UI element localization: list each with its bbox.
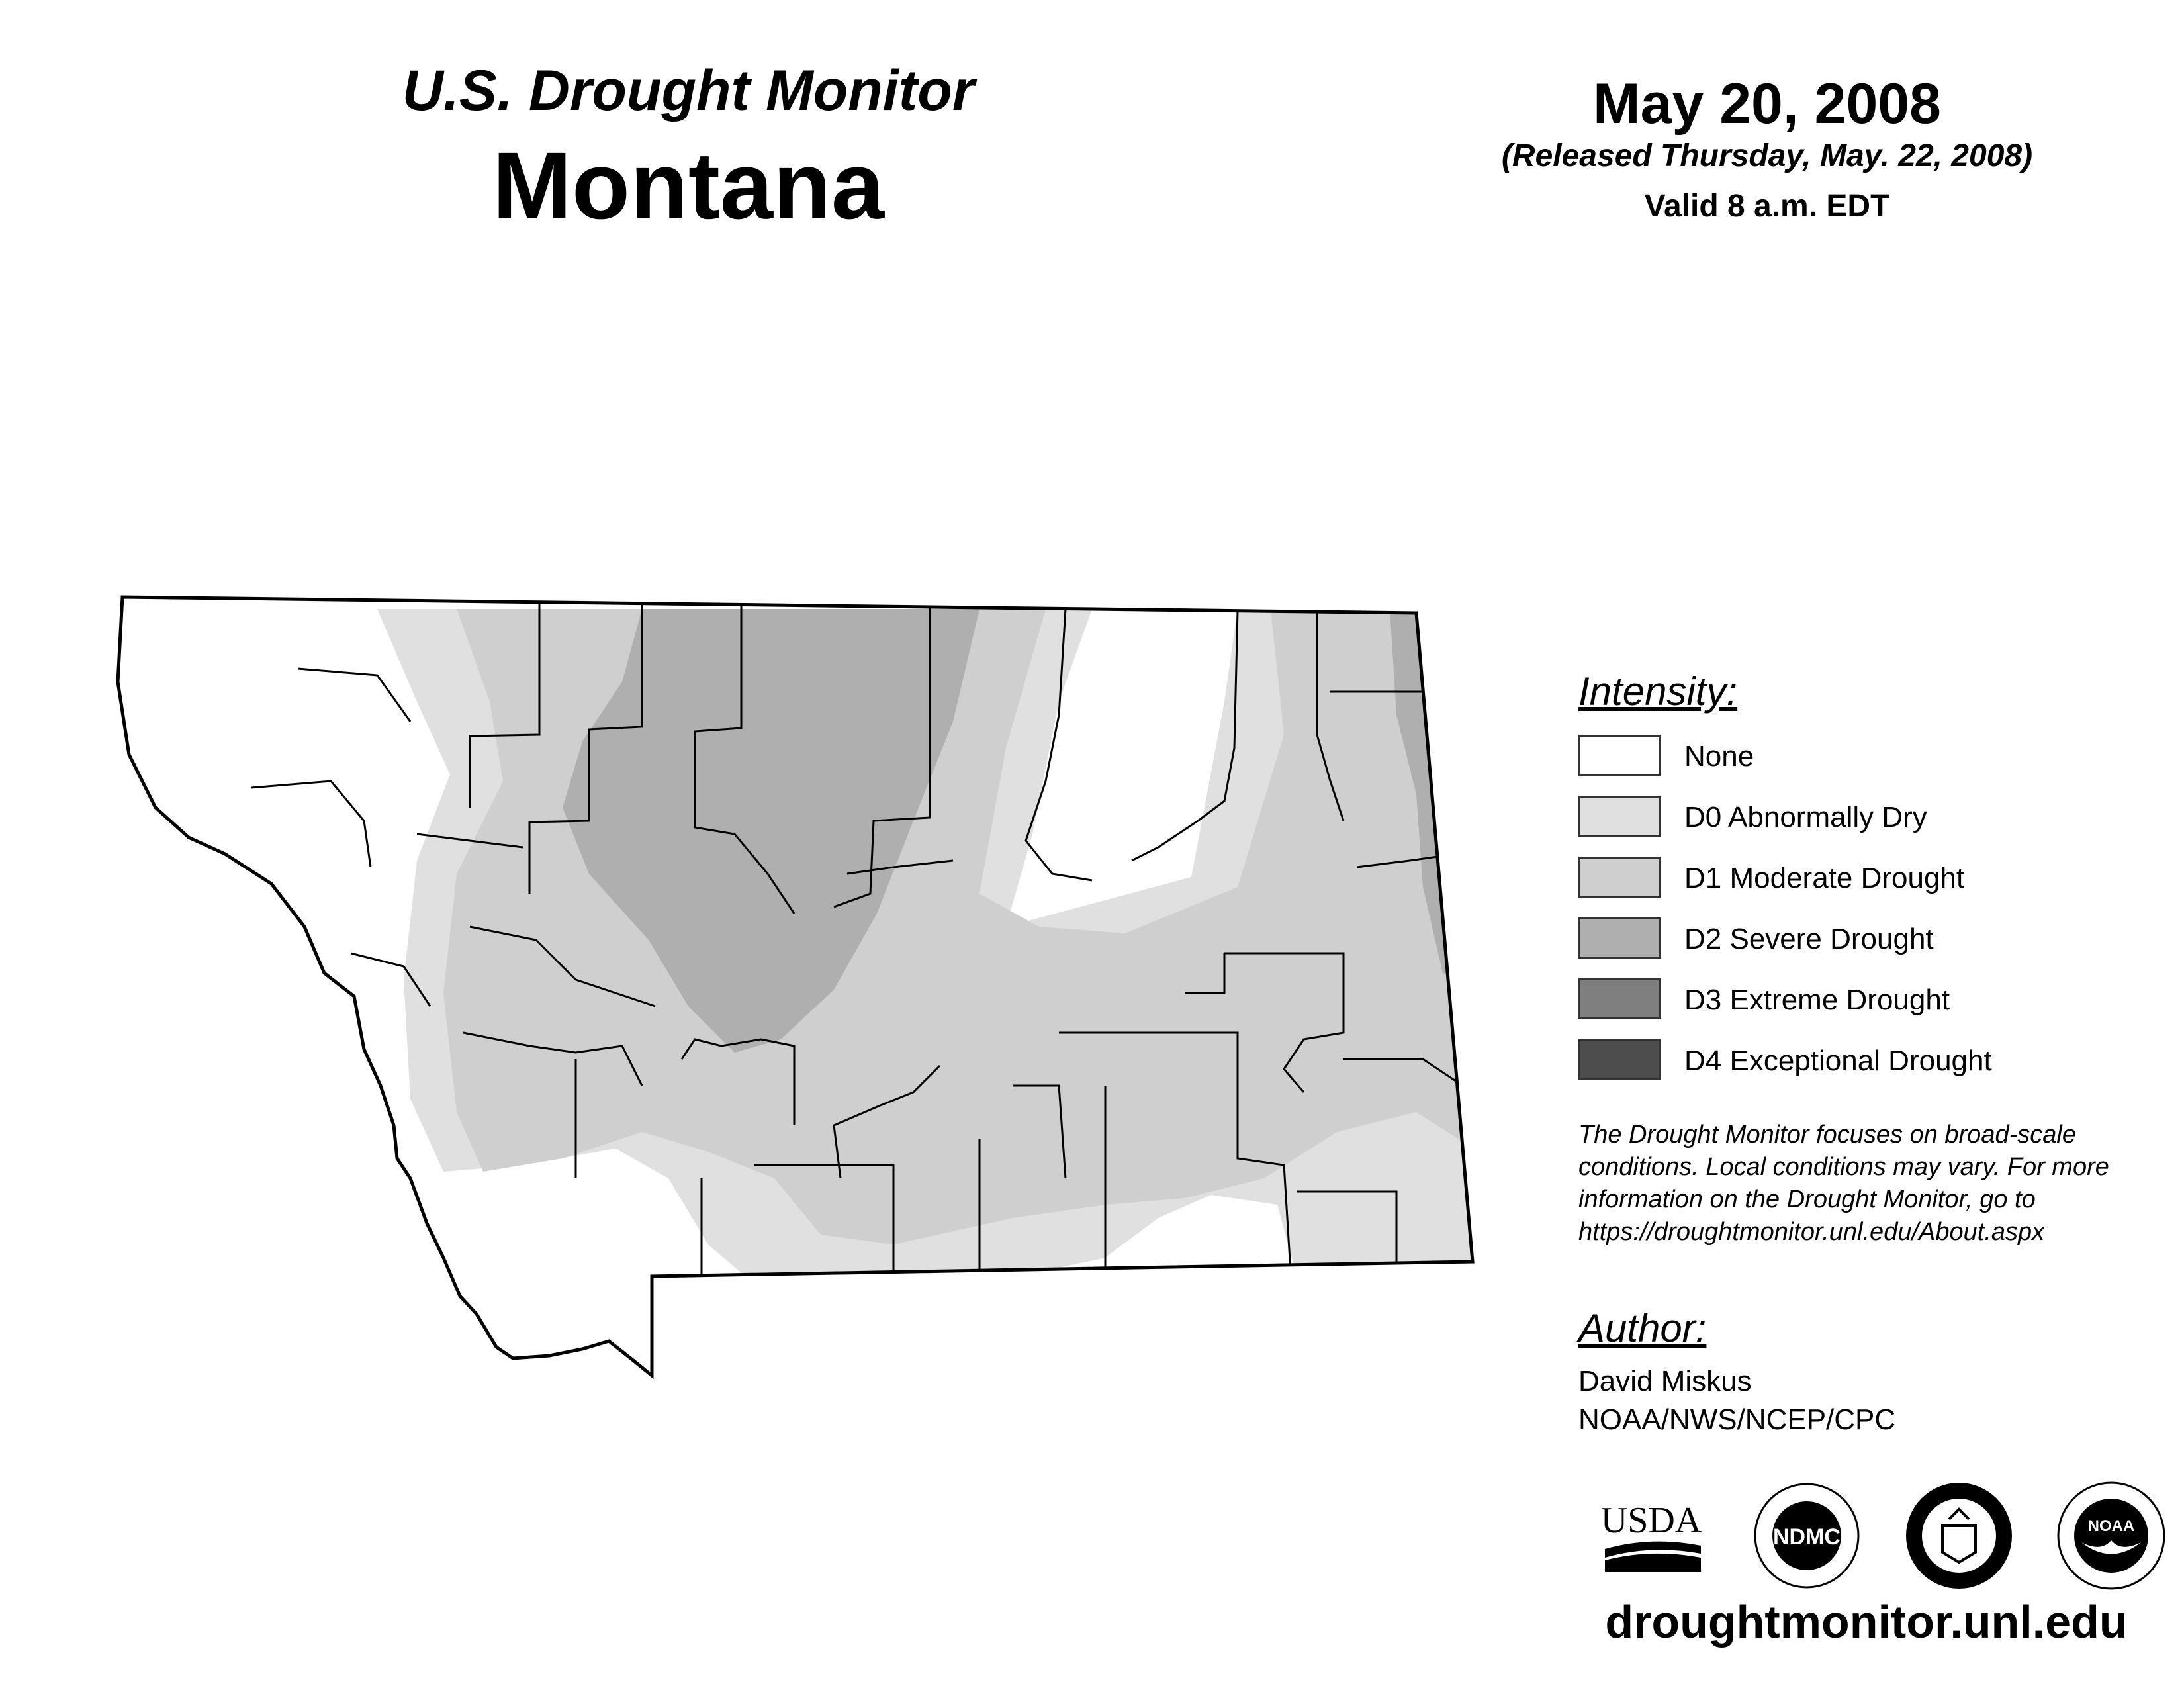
legend-swatch-d4 xyxy=(1578,1039,1661,1080)
legend-label-none: None xyxy=(1684,740,1754,773)
author-heading: Author: xyxy=(1578,1306,1707,1350)
map-title: Montana xyxy=(492,132,884,239)
montana-drought-map xyxy=(99,583,1489,1397)
ndmc-logo-text: NDMC xyxy=(1773,1524,1841,1550)
legend-item-d1 xyxy=(1578,857,2081,900)
legend-swatch-d2 xyxy=(1578,917,1661,959)
legend-label-d3: D3 Extreme Drought xyxy=(1684,984,1950,1016)
release-date: (Released Thursday, May. 22, 2008) xyxy=(1501,138,2033,173)
usda-logo-text: USDA xyxy=(1600,1500,1702,1541)
legend-item-d2 xyxy=(1578,917,2081,961)
usda-logo xyxy=(1595,1479,1707,1592)
legend-label-d4: D4 Exceptional Drought xyxy=(1684,1045,1992,1077)
legend-swatch-d3 xyxy=(1578,978,1661,1019)
map-subtitle: U.S. Drought Monitor xyxy=(402,59,975,122)
legend-item-d4 xyxy=(1578,1039,2081,1083)
disclaimer-note: The Drought Monitor focuses on broad-scale conditions. Local conditions may vary. For more information on the Drought Monitor, go to https://droughtmonitor.unl.edu/About.aspx xyxy=(1578,1121,2109,1246)
legend-label-d2: D2 Severe Drought xyxy=(1684,923,1934,955)
author-name: David Miskus xyxy=(1578,1365,1752,1397)
author-org: NOAA/NWS/NCEP/CPC xyxy=(1578,1403,1896,1436)
legend-title: Intensity: xyxy=(1578,669,1738,714)
legend-item-d0 xyxy=(1578,796,2081,839)
map-date: May 20, 2008 xyxy=(1593,72,1941,136)
legend-item-none xyxy=(1578,735,2081,778)
legend-swatch-d0 xyxy=(1578,796,1661,837)
legend-label-d1: D1 Moderate Drought xyxy=(1684,862,1965,894)
noaa-logo xyxy=(2055,1479,2167,1592)
commerce-seal-logo xyxy=(1903,1479,2015,1592)
ndmc-logo xyxy=(1751,1479,1863,1592)
legend-swatch-none xyxy=(1578,735,1661,776)
legend-item-d3 xyxy=(1578,978,2081,1022)
noaa-logo-text: NOAA xyxy=(2087,1517,2135,1535)
legend-swatch-d1 xyxy=(1578,857,1661,898)
footer-url[interactable]: droughtmonitor.unl.edu xyxy=(1605,1596,2128,1648)
legend-label-d0: D0 Abnormally Dry xyxy=(1684,801,1927,833)
valid-time: Valid 8 a.m. EDT xyxy=(1644,189,1890,224)
